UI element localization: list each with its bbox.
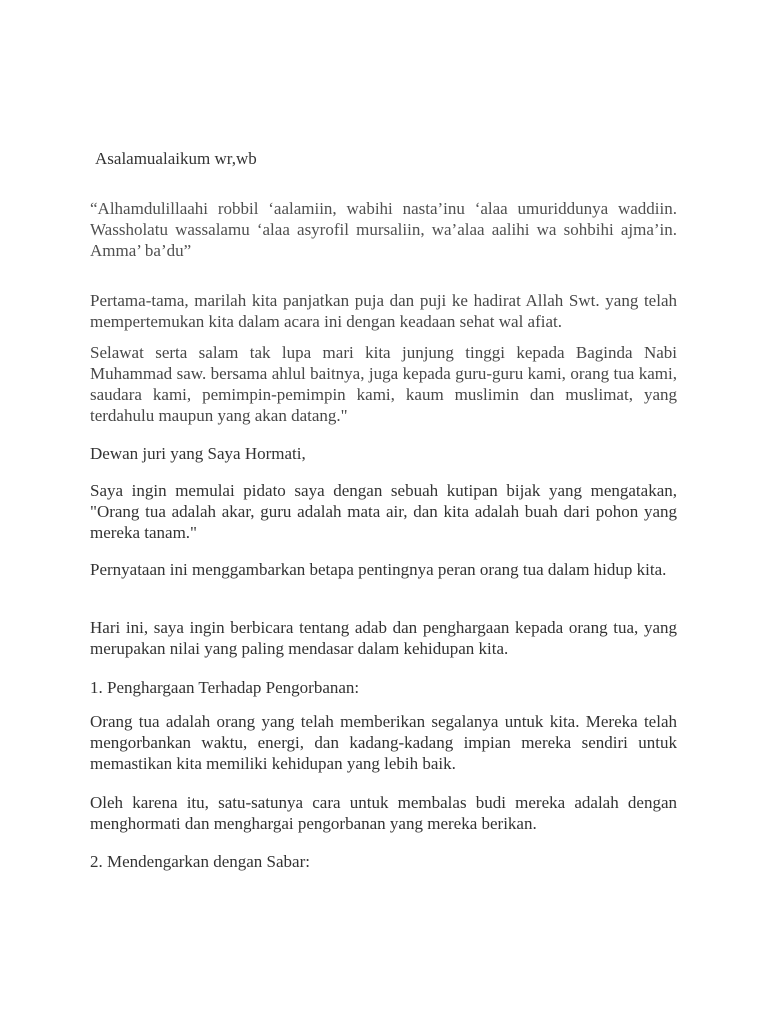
- section-heading: 1. Penghargaan Terhadap Pengorbanan:: [90, 678, 360, 697]
- paragraph: Saya ingin memulai pidato saya dengan sebuah kutipan bijak yang mengatakan, "Orang tua adalah akar, guru adalah mata air, dan kita adalah buah dari pohon yang mereka tanam.": [90, 481, 677, 542]
- paragraph: Orang tua adalah orang yang telah memberikan segalanya untuk kita. Mereka telah mengorbankan waktu, energi, dan kadang-kadang impian mereka sendiri untuk memastikan kita memiliki kehidupan yang lebih baik.: [90, 712, 677, 773]
- greeting: Asalamualaikum wr,wb: [95, 149, 257, 168]
- opening-prayer-paragraph: “Alhamdulillaahi robbil ‘aalamiin, wabihi nasta’inu ‘alaa umuriddunya waddiin. Wassholatu wassalamu ‘alaa asyrofil mursaliin, wa’alaa aalihi wa sohbihi ajma’in. Amma’ ba’du”: [90, 199, 677, 260]
- section-heading: 2. Mendengarkan dengan Sabar:: [90, 852, 310, 871]
- paragraph: Hari ini, saya ingin berbicara tentang adab dan penghargaan kepada orang tua, yang merupakan nilai yang paling mendasar dalam kehidupan kita.: [90, 618, 677, 658]
- paragraph: Oleh karena itu, satu-satunya cara untuk membalas budi mereka adalah dengan menghormati dan menghargai pengorbanan yang mereka berikan.: [90, 793, 677, 833]
- paragraph: Selawat serta salam tak lupa mari kita junjung tinggi kepada Baginda Nabi Muhammad saw. bersama ahlul baitnya, juga kepada guru-guru kami, orang tua kami, saudara kami, pemimpin-pemimpin kami, kaum muslimin dan muslimat, yang terdahulu maupun yang akan datang.": [90, 343, 677, 425]
- paragraph: Pertama-tama, marilah kita panjatkan puja dan puji ke hadirat Allah Swt. yang telah mempertemukan kita dalam acara ini dengan keadaan sehat wal afiat.: [90, 291, 677, 331]
- address-line: Dewan juri yang Saya Hormati,: [90, 444, 306, 463]
- paragraph: Pernyataan ini menggambarkan betapa pentingnya peran orang tua dalam hidup kita.: [90, 560, 667, 579]
